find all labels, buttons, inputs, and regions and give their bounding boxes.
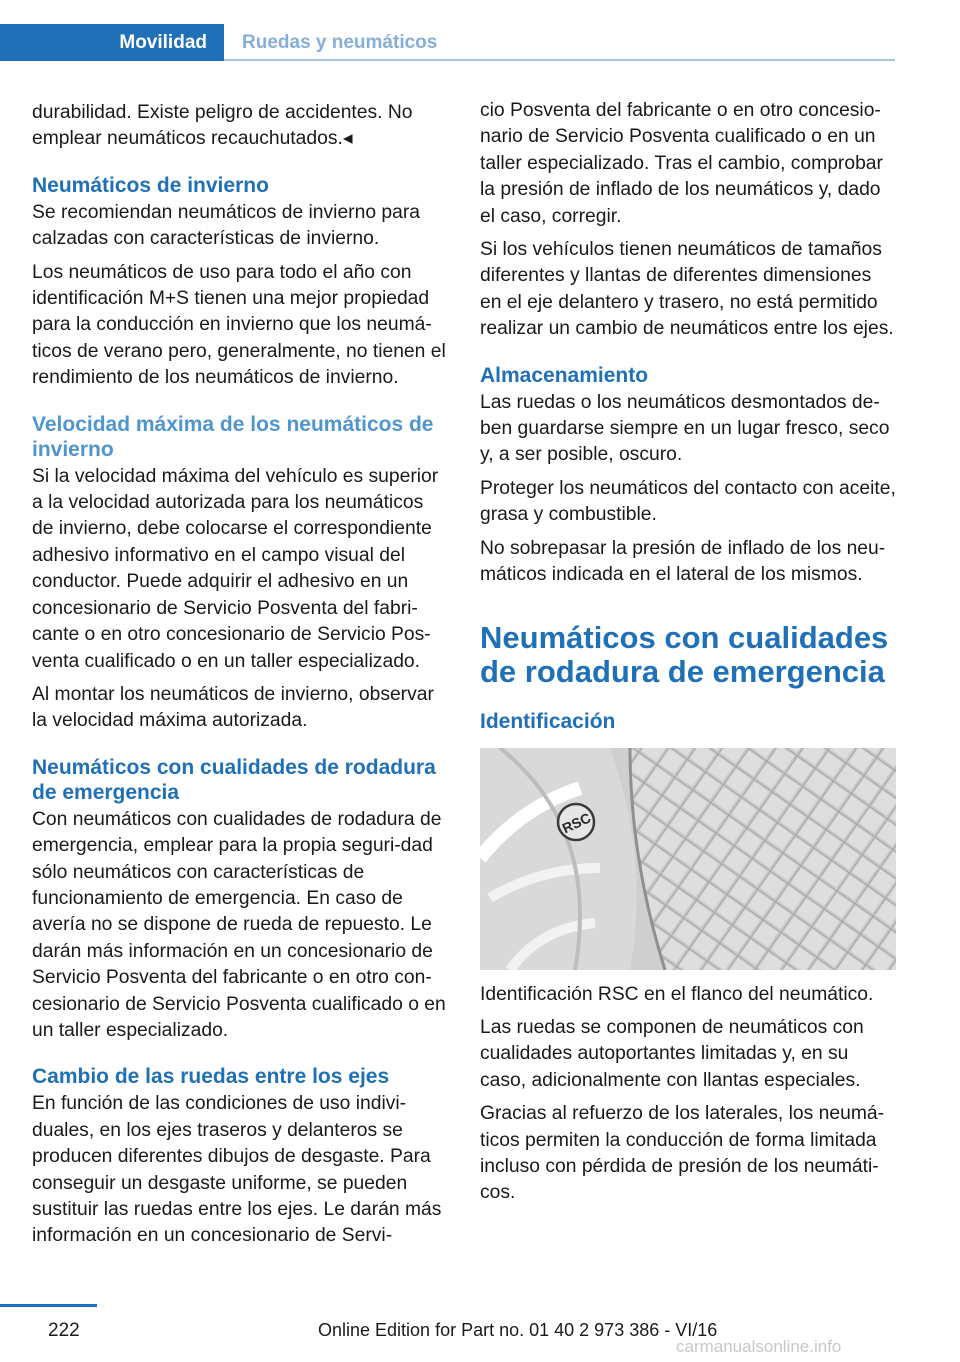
page-header [0, 0, 960, 64]
left-column [32, 100, 448, 1257]
paragraph-speed-2: Al montar los neumáticos de invierno, observar la velocidad máxima autorizada. [32, 683, 434, 732]
chapter-tab-movilidad: Movilidad [0, 24, 224, 61]
paragraph-storage-3: No sobrepasar la presión de inflado de los neu‐máticos indicada en el lateral de los mismos. [480, 537, 886, 586]
paragraph-storage-2: Proteger los neumáticos del contacto con aceite, grasa y combustible. [480, 477, 896, 526]
watermark: carmanualsonline.info [676, 1337, 842, 1356]
section-tab-ruedas: Ruedas y neumáticos [242, 31, 438, 53]
paragraph-ident-2: Gracias al refuerzo de los laterales, los neumá‐ticos permiten la conducción de forma limitada incluso con pérdida de presión de los neumáti‐cos. [480, 1103, 885, 1204]
heading-storage: Almacenamiento [480, 363, 649, 387]
heading-runflat: Neumáticos con cualidades de rodadura de emergencia [32, 755, 436, 804]
footer-divider [0, 1304, 97, 1307]
paragraph-winter-1: Se recomiendan neumáticos de invierno para calzadas con características de invierno. [32, 201, 420, 250]
paragraph-winter-2: Los neumáticos de uso para todo el año con identificación M+S tienen una mejor propiedad para la conducción en invierno que los neumá‐ticos de verano pero, generalmente, no tienen el rendimiento de los neumáticos de invierno. [32, 261, 446, 389]
right-column [480, 98, 896, 1214]
paragraph-intro: durabilidad. Existe peligro de accidentes. No emplear neumáticos recauchutados.◂ [32, 102, 413, 150]
section-title-runflat: Neumáticos con cualidades de rodadura de emergencia [480, 619, 889, 689]
paragraph-storage-1: Las ruedas o los neumáticos desmontados de‐ben guardarse siempre en un lugar fresco, seco y, a ser posible, oscuro. [480, 391, 890, 466]
heading-rotation: Cambio de las ruedas entre los ejes [32, 1065, 390, 1089]
rsc-logo-text: RSC [559, 808, 594, 836]
figure-caption: Identificación RSC en el flanco del neumático. [480, 983, 874, 1005]
header-divider [224, 59, 895, 61]
heading-identification: Identificación [480, 709, 616, 733]
rsc-tyre-illustration [480, 748, 896, 970]
paragraph-sizes: Si los vehículos tienen neumáticos de tamaños diferentes y llantas de diferentes dimensiones en el eje delantero y trasero, no está permitido realizar un cambio de neumáticos entre los ejes. [480, 239, 894, 340]
paragraph-speed-1: Si la velocidad máxima del vehículo es superior a la velocidad autorizada para los neumáticos de invierno, debe colocarse el correspondiente adhesivo informativo en el campo visual del conductor. Puede adquirir el adhesivo en un concesionario de Servicio Posventa del fabri‐cante o en otro concesionario de Servicio Pos‐venta cualificado o en un taller especializado. [32, 465, 439, 672]
paragraph-continued: cio Posventa del fabricante o en otro concesio‐nario de Servicio Posventa cualificado o en un taller especializado. Tras el cambio, comprobar la presión de inflado de los neumáticos y, dado el caso, corregir. [480, 100, 883, 227]
edition-line: Online Edition for Part no. 01 40 2 973 386 - VI/16 [318, 1320, 718, 1340]
heading-winter-tyres: Neumáticos de invierno [32, 173, 269, 197]
paragraph-runflat: Con neumáticos con cualidades de rodadura de emergencia, emplear para la propia seguri‐dad sólo neumáticos con características de funcionamiento de emergencia. En caso de avería no se dispone de rueda de repuesto. Le darán más información en un concesionario de Servicio Posventa del fabricante o en otro con‐cesionario de Servicio Posventa cualificado o en un taller especializado. [32, 808, 446, 1041]
page-number: 222 [48, 1320, 80, 1341]
heading-max-speed: Velocidad máxima de los neumáticos de invierno [32, 412, 434, 461]
paragraph-rotation: En función de las condiciones de uso indivi‐duales, en los ejes traseros y delanteros se producen diferentes dibujos de desgaste. Para conseguir un desgaste uniforme, se pueden sustituir las ruedas entre los ejes. Le darán más información en un concesionario de Servi‐ [32, 1093, 442, 1247]
paragraph-ident-1: Las ruedas se componen de neumáticos con cualidades autoportantes limitadas y, en su caso, adicionalmente con llantas especiales. [480, 1016, 864, 1091]
